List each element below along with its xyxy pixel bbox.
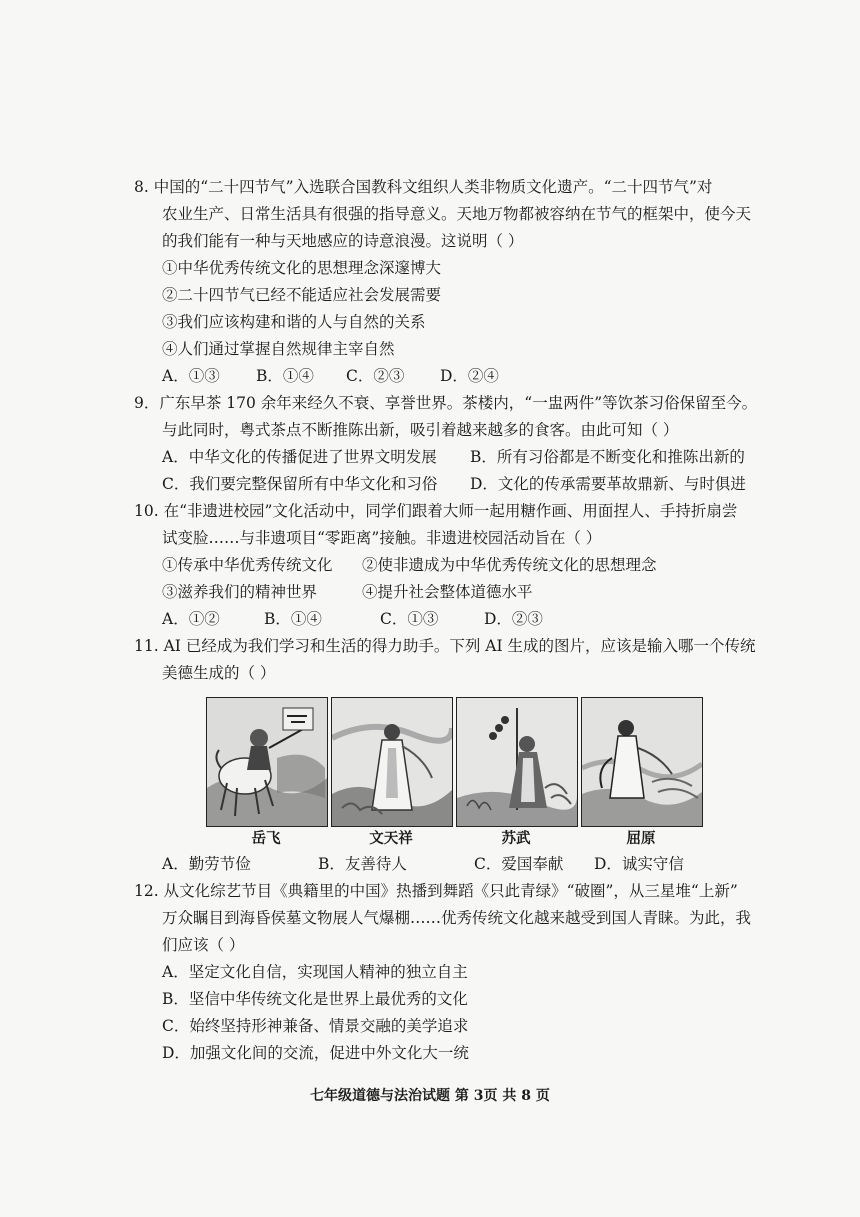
caption-qu-yuan: 屈原 (626, 831, 656, 847)
q11-option-a[interactable]: A．勤劳节俭 (162, 855, 251, 873)
q12-stem-line-2: 万众瞩目到海昏侯墓文物展人气爆棚……优秀传统文化越来越受到国人青睐。为此，我 (162, 909, 752, 927)
q12-stem-line-1: 12. 从文化综艺节目《典籍里的中国》热播到舞蹈《只此青绿》“破圈”，从三星堆“上新” (134, 882, 738, 900)
q10-option-c[interactable]: C．①③ (380, 610, 439, 628)
caption-yue-fei: 岳飞 (251, 831, 281, 847)
q10-item-4: ④提升社会整体道德水平 (362, 583, 533, 601)
q10-stem-line-1: 10. 在“非遗进校园”文化活动中，同学们跟着大师一起用糖作画、用面捏人、手持折扇尝 (134, 502, 738, 520)
q10-option-d[interactable]: D．②③ (484, 610, 543, 628)
wen-tianxiang-illustration (332, 698, 452, 826)
q8-option-c[interactable]: C．②③ (346, 367, 405, 385)
q10-item-2: ②使非遗成为中华优秀传统文化的思想理念 (362, 556, 657, 574)
q8-item-2: ②二十四节气已经不能适应社会发展需要 (162, 286, 442, 304)
q11-option-c[interactable]: C．爱国奉献 (474, 855, 564, 873)
q9-option-b[interactable]: B．所有习俗都是不断变化和推陈出新的 (470, 448, 745, 466)
q8-stem-line-3: 的我们能有一种与天地感应的诗意浪漫。这说明（ ） (162, 232, 524, 250)
q9-option-a[interactable]: A．中华文化的传播促进了世界文明发展 (162, 448, 437, 466)
wen-tianxiang-picture (331, 697, 453, 827)
q8-option-d[interactable]: D．②④ (440, 367, 499, 385)
q9-stem-line-1: 9．广东早茶 170 余年来经久不衰、享誉世界。茶楼内，“一盅两件”等饮茶习俗保留至今。 (134, 394, 758, 412)
q8-stem-line-2: 农业生产、日常生活具有很强的指导意义。天地万物都被容纳在节气的框架中，使今天 (162, 205, 752, 223)
page-footer: 七年级道德与法治试题 第 3页 共 8 页 (310, 1088, 550, 1104)
q9-option-c[interactable]: C．我们要完整保留所有中华文化和习俗 (162, 475, 438, 493)
q10-option-a[interactable]: A．①② (162, 610, 220, 628)
q8-item-1: ①中华优秀传统文化的思想理念深邃博大 (162, 259, 442, 277)
q8-item-3: ③我们应该构建和谐的人与自然的关系 (162, 313, 426, 331)
su-wu-illustration (457, 698, 577, 826)
su-wu-picture (456, 697, 578, 827)
q11-option-b[interactable]: B．友善待人 (318, 855, 407, 873)
q8-option-b[interactable]: B．①④ (256, 367, 314, 385)
q10-option-b[interactable]: B．①④ (264, 610, 322, 628)
q10-item-3: ③滋养我们的精神世界 (162, 583, 318, 601)
q12-option-d[interactable]: D．加强文化间的交流，促进中外文化大一统 (162, 1044, 469, 1062)
q11-stem-line-2: 美德生成的（ ） (162, 664, 276, 682)
q12-option-b[interactable]: B．坚信中华传统文化是世界上最优秀的文化 (162, 990, 468, 1008)
q11-option-d[interactable]: D．诚实守信 (594, 855, 684, 873)
q12-stem-line-3: 们应该（ ） (162, 936, 245, 954)
q9-stem-line-2: 与此同时，粤式茶点不断推陈出新，吸引着越来越多的食客。由此可知（ ） (162, 421, 679, 439)
caption-su-wu: 苏武 (501, 831, 531, 847)
q12-option-a[interactable]: A．坚定文化自信，实现国人精神的独立自主 (162, 963, 468, 981)
yue-fei-picture (206, 697, 328, 827)
yue-fei-illustration (207, 698, 327, 826)
q12-option-c[interactable]: C．始终坚持形神兼备、情景交融的美学追求 (162, 1017, 469, 1035)
q8-item-4: ④人们通过掌握自然规律主宰自然 (162, 340, 395, 358)
q8-stem-line-1: 8. 中国的“二十四节气”入选联合国教科文组织人类非物质文化遗产。“二十四节气”对 (134, 178, 713, 196)
q11-stem-line-1: 11. AI 已经成为我们学习和生活的得力助手。下列 AI 生成的图片，应该是输入哪一个传统 (134, 637, 756, 655)
qu-yuan-picture (581, 697, 703, 827)
caption-wen-tianxiang: 文天祥 (369, 831, 413, 847)
q10-stem-line-2: 试变脸……与非遗项目“零距离”接触。非遗进校园活动旨在（ ） (162, 529, 602, 547)
qu-yuan-illustration (582, 698, 702, 826)
q10-item-1: ①传承中华优秀传统文化 (162, 556, 333, 574)
q9-option-d[interactable]: D．文化的传承需要革故鼎新、与时俱进 (470, 475, 746, 493)
q8-option-a[interactable]: A．①③ (162, 367, 220, 385)
